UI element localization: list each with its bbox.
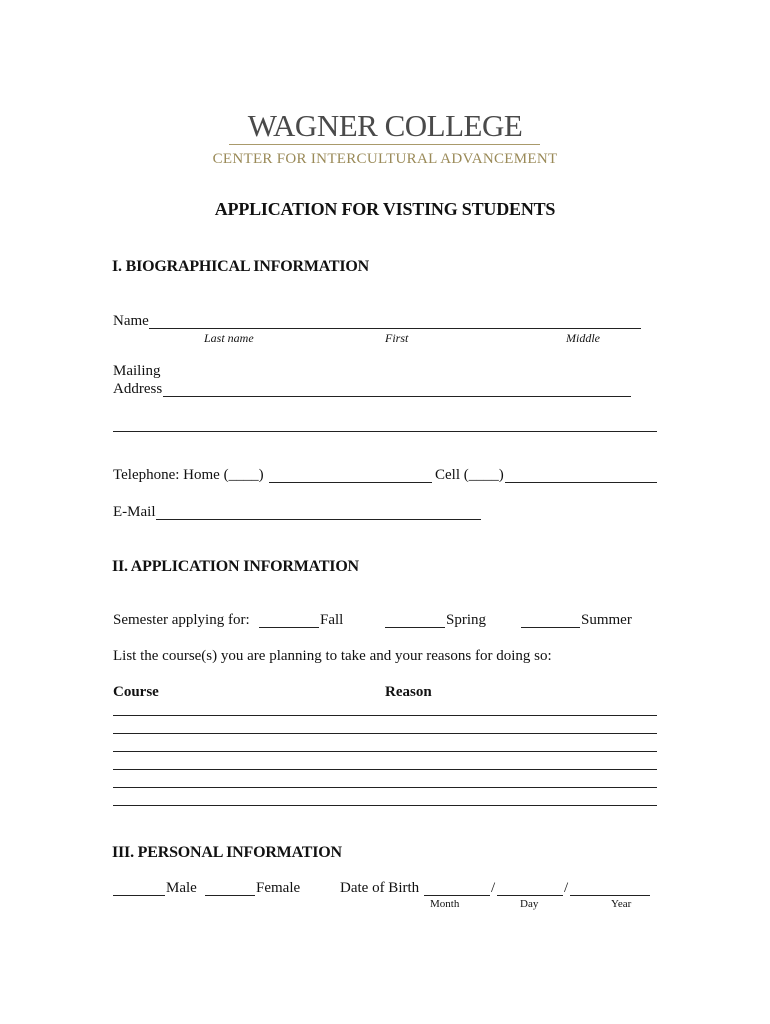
fall-field[interactable]	[259, 627, 319, 628]
dob-separator: /	[564, 880, 569, 896]
name-field[interactable]	[149, 328, 641, 329]
section-heading-application: II. APPLICATION INFORMATION	[112, 558, 359, 575]
dob-day-field[interactable]	[497, 895, 563, 896]
cell-phone-field[interactable]	[505, 482, 657, 483]
name-label: Name	[113, 313, 149, 329]
mailing-label: Mailing	[113, 363, 161, 379]
dob-day-hint: Day	[520, 898, 539, 910]
female-label: Female	[256, 880, 301, 896]
dob-year-field[interactable]	[570, 895, 650, 896]
section-heading-personal: III. PERSONAL INFORMATION	[112, 844, 342, 861]
summer-label: Summer	[581, 612, 632, 628]
course-entry-line[interactable]	[113, 751, 657, 752]
semester-label: Semester applying for:	[113, 612, 250, 628]
course-entry-line[interactable]	[113, 787, 657, 788]
home-phone-field[interactable]	[269, 482, 432, 483]
fall-label: Fall	[320, 612, 344, 628]
female-field[interactable]	[205, 895, 255, 896]
male-label: Male	[166, 880, 197, 896]
reason-column-header: Reason	[385, 684, 432, 700]
dob-month-field[interactable]	[424, 895, 490, 896]
course-column-header: Course	[113, 684, 159, 700]
dob-month-hint: Month	[430, 898, 460, 910]
college-logo-name: WAGNER COLLEGE	[247, 108, 523, 143]
male-field[interactable]	[113, 895, 165, 896]
dob-year-hint: Year	[611, 898, 632, 910]
middle-name-hint: Middle	[566, 331, 600, 345]
summer-field[interactable]	[521, 627, 580, 628]
address-label: Address	[113, 381, 163, 397]
courses-prompt: List the course(s) you are planning to take and your reasons for doing so:	[113, 648, 552, 664]
spring-field[interactable]	[385, 627, 445, 628]
course-entry-line[interactable]	[113, 733, 657, 734]
dob-label: Date of Birth	[340, 880, 420, 896]
form-title: APPLICATION FOR VISTING STUDENTS	[214, 199, 556, 219]
address-field-line-2[interactable]	[113, 431, 657, 432]
email-field[interactable]	[156, 519, 481, 520]
home-phone-label: Telephone: Home (____)	[113, 467, 264, 483]
course-entry-line[interactable]	[113, 769, 657, 770]
address-field-line-1[interactable]	[163, 396, 631, 397]
section-heading-biographical: I. BIOGRAPHICAL INFORMATION	[112, 258, 369, 275]
course-entry-line[interactable]	[113, 715, 657, 716]
dob-separator: /	[491, 880, 496, 896]
course-entry-line[interactable]	[113, 805, 657, 806]
logo-divider	[229, 144, 540, 145]
spring-label: Spring	[446, 612, 487, 628]
email-label: E-Mail	[113, 504, 156, 520]
first-name-hint: First	[385, 331, 409, 345]
college-logo-subtitle: CENTER FOR INTERCULTURAL ADVANCEMENT	[212, 151, 558, 167]
cell-phone-label: Cell (____)	[435, 467, 504, 483]
last-name-hint: Last name	[204, 331, 254, 345]
